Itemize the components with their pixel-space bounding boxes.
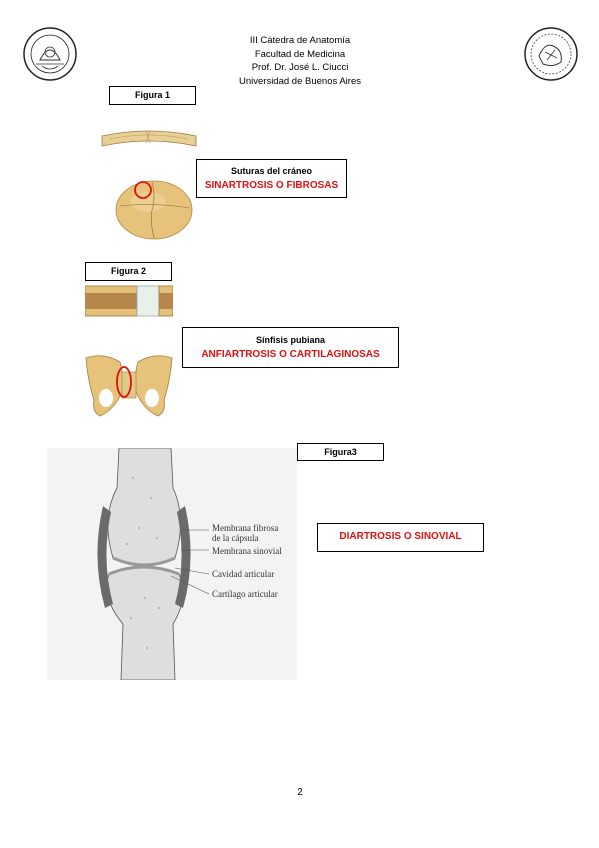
figure-1-suture-strip-image [100,122,198,154]
figure-1-skull-image [112,176,196,242]
annotation-membrana-fibrosa: Membrana fibrosa [212,523,279,533]
figure-2-caption-box [182,327,399,368]
figure-1-title: SINARTROSIS O FIBROSAS [204,180,339,191]
figure-2-pelvis-image [84,352,174,420]
figure-2-title: ANFIARTROSIS O CARTILAGINOSAS [201,349,380,360]
left-seal-logo [22,26,78,82]
annotation-cavidad-articular: Cavidad articular [212,569,275,579]
figure-3-synovial-joint-image [47,448,297,680]
figure-2-cartilage-strip-image [85,284,173,318]
header-line-universidad: Universidad de Buenos Aires [239,75,361,87]
right-seal-logo [523,26,579,82]
document-header [190,34,410,88]
header-line-profesor: Prof. Dr. José L. Ciucci [251,62,349,73]
figure-1-caption-box [196,159,347,198]
page-number: 2 [297,787,303,798]
figure-3-caption-box [317,523,484,552]
figure-2-label: Figura 2 [85,262,172,281]
figure-1-subtitle: Suturas del cráneo [230,166,313,176]
figure-2-subtitle: Sínfisis pubiana [255,335,325,345]
annotation-cartilago-articular: Cartílago articular [212,589,278,599]
annotation-membrana-sinovial: Membrana sinovial [212,546,282,556]
figure-1-label: Figura 1 [109,86,196,105]
figure-3-title: DIARTROSIS O SINOVIAL [339,531,462,542]
annotation-de-la-capsula: de la cápsula [212,533,259,543]
header-line-facultad: Facultad de Medicina [254,48,346,60]
figure-3-label: Figura3 [297,443,384,461]
header-line-catedra: III Cátedra de Anatomía [249,35,351,46]
